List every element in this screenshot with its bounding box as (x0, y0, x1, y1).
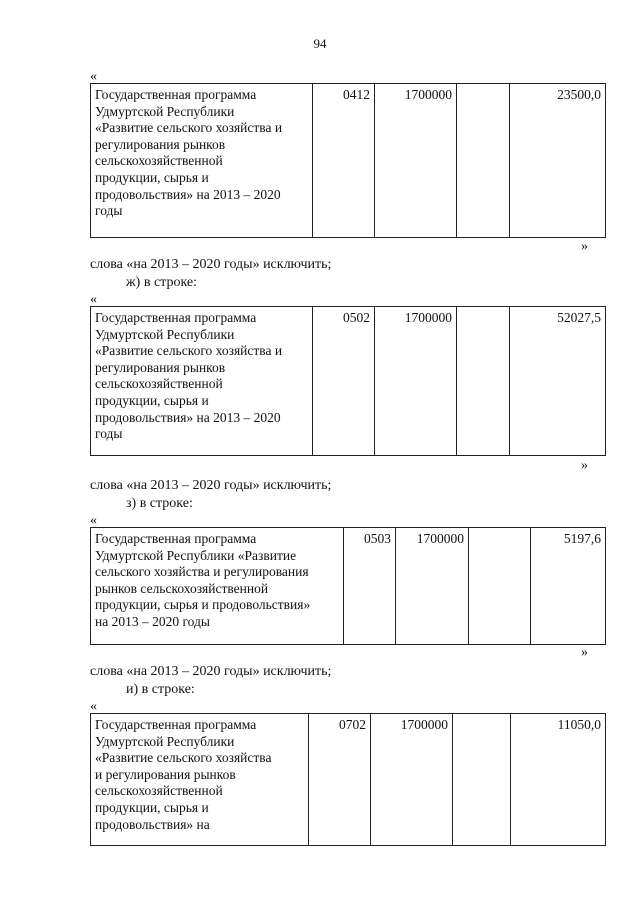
instruction-text: слова «на 2013 – 2020 годы» исключить; (90, 478, 332, 493)
section-code-cell: 0502 (313, 307, 375, 456)
expense-type-cell (453, 714, 511, 846)
expense-type-cell (457, 84, 510, 238)
target-article-cell: 1700000 (396, 528, 469, 645)
instruction-text: слова «на 2013 – 2020 годы» исключить; (90, 664, 332, 679)
section-code-cell: 0503 (344, 528, 396, 645)
quote-open: « (90, 69, 97, 84)
quote-close: » (581, 458, 588, 473)
program-name-cell: Государственная программа Удмуртской Республики «Развитие сельского хозяйства и регулирования рынков сельскохозяйственной продукции, сырья и продовольствия» на 2013 – 2020 годы (91, 84, 313, 238)
budget-table-row (90, 527, 606, 645)
target-article-cell: 1700000 (375, 307, 457, 456)
program-name-cell: Государственная программа Удмуртской Республики «Развитие сельского хозяйства и регулирования рынков сельскохозяйственной продукции, сырья и продовольствия» на 2013 – 2020 годы (91, 528, 344, 645)
amount-cell: 11050,0 (511, 714, 606, 846)
amount-cell: 52027,5 (510, 307, 606, 456)
budget-table-row (90, 83, 606, 238)
item-label: з) в строке: (126, 496, 193, 511)
amount-cell: 5197,6 (531, 528, 606, 645)
section-code-cell: 0702 (309, 714, 371, 846)
section-code-cell: 0412 (313, 84, 375, 238)
target-article-cell: 1700000 (371, 714, 453, 846)
quote-open: « (90, 292, 97, 307)
item-label: и) в строке: (126, 682, 195, 697)
program-name-cell: Государственная программа Удмуртской Республики «Развитие сельского хозяйства и регулирования рынков сельскохозяйственной продукции, сырья и продовольствия» на (91, 714, 309, 846)
program-name-cell: Государственная программа Удмуртской Республики «Развитие сельского хозяйства и регулирования рынков сельскохозяйственной продукции, сырья и продовольствия» на 2013 – 2020 годы (91, 307, 313, 456)
quote-open: « (90, 699, 97, 714)
budget-table-row (90, 306, 606, 456)
expense-type-cell (469, 528, 531, 645)
budget-table-row (90, 713, 606, 846)
expense-type-cell (457, 307, 510, 456)
quote-close: » (581, 239, 588, 254)
amount-cell: 23500,0 (510, 84, 606, 238)
quote-open: « (90, 513, 97, 528)
target-article-cell: 1700000 (375, 84, 457, 238)
page-number: 94 (313, 36, 327, 51)
item-label: ж) в строке: (126, 275, 198, 290)
instruction-text: слова «на 2013 – 2020 годы» исключить; (90, 257, 332, 272)
quote-close: » (581, 645, 588, 660)
